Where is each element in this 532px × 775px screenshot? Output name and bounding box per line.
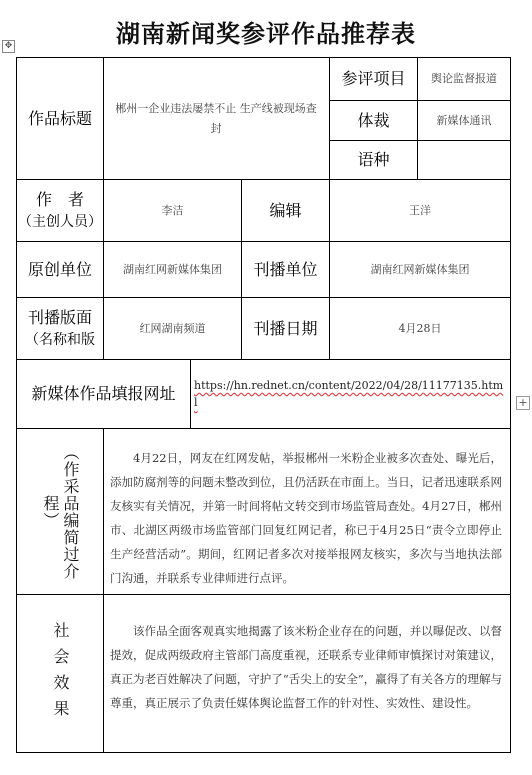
publish-unit-value[interactable]: 湖南红网新媒体集团 <box>370 262 470 276</box>
language-value[interactable] <box>418 141 510 179</box>
author-label <box>17 180 103 241</box>
publish-date-value[interactable]: 4月28日 <box>398 321 442 335</box>
editor-value[interactable]: 王洋 <box>409 203 431 217</box>
process-description[interactable]: 4月22日，网友在红网发帖，举报郴州一米粉企业被多次查处、曝光后，添加防腐剂等的问题未整改到位，且仍活跃在市面上。当日，记者迅速联系网友核实有关情况，并第一时间将帖文转交到市场监管局查处。4月27日，郴州市、北湖区两级市场监管部门回复红网记者，称已于4月25日“责令立即停止生产经营活动”。期间，红网记者多次对接举报网友核实，多次与当地执法部门沟通，并联系专业律师进行点评。 <box>110 451 502 585</box>
publish-date-label: 刊播日期 <box>253 318 318 338</box>
process-label: （作采品编简过介程） <box>41 443 80 580</box>
genre-label: 体裁 <box>357 110 390 130</box>
author-value[interactable]: 李洁 <box>161 203 184 217</box>
table-move-icon[interactable]: ✥ <box>2 40 15 53</box>
publish-section-label-sub: （名称和版 <box>25 331 95 348</box>
category-value[interactable]: 舆论监督报道 <box>431 72 497 85</box>
url-label: 新媒体作品填报网址 <box>31 384 176 403</box>
url-cell <box>194 360 506 428</box>
process-label-cell <box>17 429 103 594</box>
publish-section-value[interactable]: 红网湖南频道 <box>139 321 206 335</box>
original-unit-label: 原创单位 <box>27 259 92 279</box>
social-effect-label-cell <box>17 595 103 752</box>
publish-section-label-main: 刊播版面 <box>27 307 92 327</box>
author-label-main: 作 者 <box>35 189 84 209</box>
add-row-plus-icon[interactable]: + <box>516 396 530 410</box>
work-title-value[interactable]: 郴州一企业违法屡禁不止 生产线被现场查封 <box>115 101 317 135</box>
original-unit-value[interactable]: 湖南红网新媒体集团 <box>123 262 222 276</box>
url-value[interactable]: https://hn.rednet.cn/content/2022/04/28/11177135.html <box>194 379 504 409</box>
publish-unit-label: 刊播单位 <box>253 259 318 279</box>
category-label: 参评项目 <box>341 69 406 88</box>
form-title: 湖南新闻奖参评作品推荐表 <box>116 20 416 48</box>
editor-label: 编辑 <box>269 200 302 220</box>
title-label: 作品标题 <box>27 108 92 128</box>
genre-value[interactable]: 新媒体通讯 <box>436 113 492 127</box>
social-effect-label: 社会效果 <box>51 621 70 726</box>
language-label: 语种 <box>357 150 390 169</box>
recommendation-table <box>16 57 511 753</box>
publish-section-label <box>17 298 103 359</box>
author-label-sub: （主创人员） <box>18 213 102 230</box>
social-effect-description[interactable]: 该作品全面客观真实地揭露了该米粉企业存在的问题，并以曝促改、以督提效，促成两级政府主管部门高度重视，还联系专业律师审慎探讨对策建议，真正为老百姓解决了问题，守护了“舌尖上的安全”，赢得了有关各方的理解与尊重，真正展示了负责任媒体舆论监督工作的针对性、实效性、建设性。 <box>110 624 502 710</box>
